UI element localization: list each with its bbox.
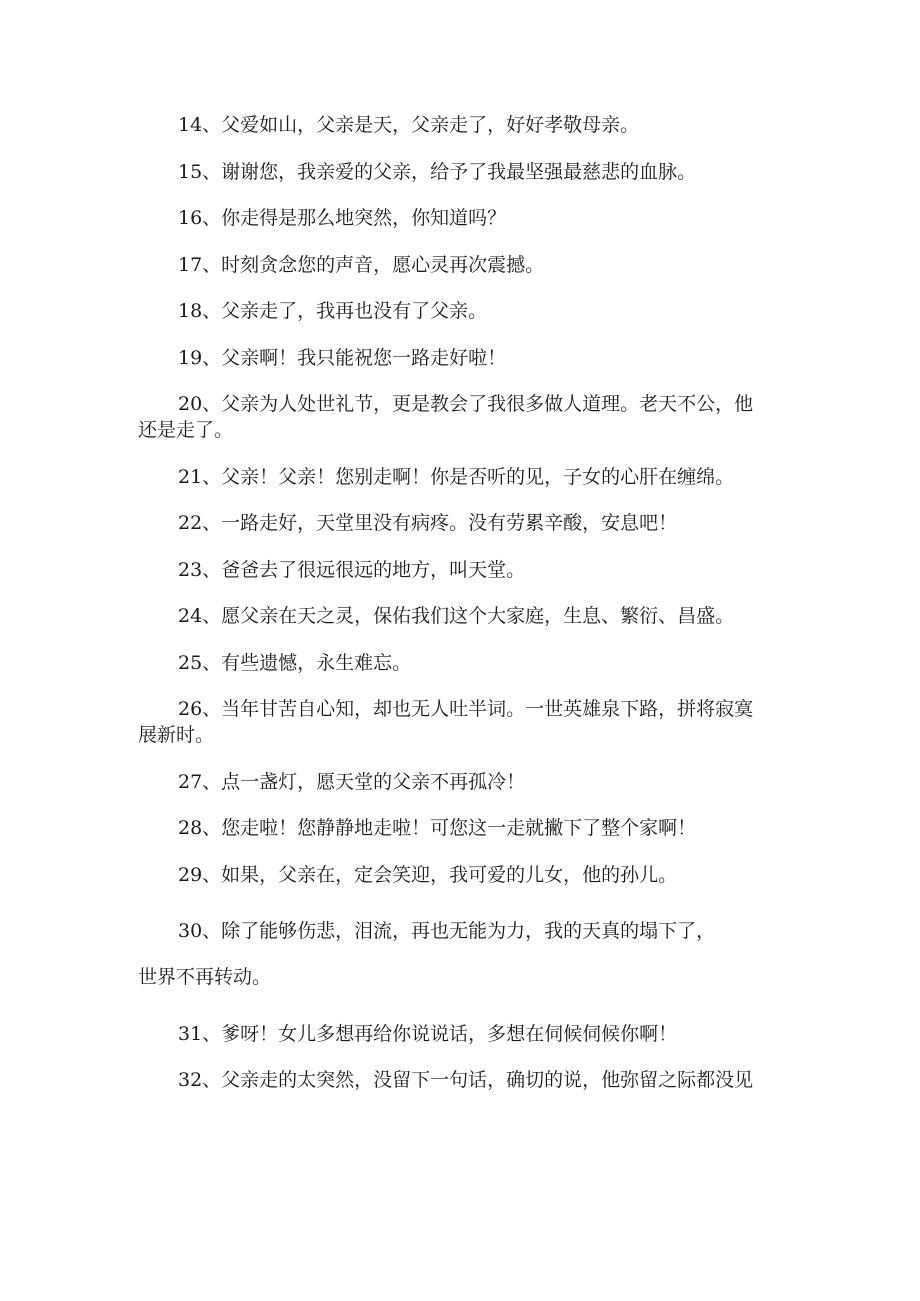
paragraph-19 (138, 345, 798, 371)
paragraph-continuation: 还是走了。 (138, 419, 234, 441)
paragraph-text: 30、除了能够伤悲，泪流，再也无能为力，我的天真的塌下了， (178, 920, 716, 942)
paragraph-continuation: 世界不再转动。 (138, 966, 272, 988)
paragraph-text: 26、当年甘苦自心知，却也无人吐半词。一世英雄泉下路，拼将寂寞 (178, 698, 754, 720)
paragraph-text: 18、父亲走了，我再也没有了父亲。 (178, 300, 488, 322)
paragraph-text: 28、您走啦！您静静地走啦！可您这一走就撇下了整个家啊！ (178, 817, 697, 839)
paragraph-20 (138, 391, 798, 443)
paragraph-27 (138, 769, 798, 795)
paragraph-17 (138, 252, 798, 278)
paragraph-32 (138, 1067, 798, 1093)
paragraph-14 (138, 112, 798, 138)
paragraph-23 (138, 557, 798, 583)
paragraph-25 (138, 650, 798, 676)
paragraph-text: 27、点一盏灯，愿天堂的父亲不再孤冷！ (178, 770, 526, 793)
paragraph-text: 15、谢谢您，我亲爱的父亲，给予了我最坚强最慈悲的血脉。 (178, 160, 697, 183)
paragraph-continuation: 展新时。 (138, 724, 215, 746)
paragraph-text: 32、父亲走的太突然，没留下一句话，确切的说，他弥留之际都没见 (178, 1069, 754, 1091)
paragraph-28 (138, 815, 798, 841)
paragraph-text: 24、愿父亲在天之灵，保佑我们这个大家庭，生息、繁衍、昌盛。 (178, 605, 735, 627)
paragraph-text: 31、爹呀！女儿多想再给你说说话，多想在伺候伺候你啊！ (178, 1022, 678, 1045)
paragraph-15 (138, 159, 798, 185)
paragraph-text: 21、父亲！父亲！您别走啊！你是否听的见，子女的心肝在缠绵。 (178, 465, 735, 488)
paragraph-text: 17、时刻贪念您的声音，愿心灵再次震撼。 (178, 253, 545, 276)
paragraph-16 (138, 205, 798, 231)
paragraph-text: 25、有些遗憾，永生难忘。 (178, 651, 412, 674)
paragraph-18 (138, 298, 798, 324)
paragraph-text: 29、如果，父亲在，定会笑迎，我可爱的儿女，他的孙儿。 (178, 863, 678, 886)
paragraph-26 (138, 696, 798, 748)
paragraph-29 (138, 862, 798, 888)
paragraph-text: 19、父亲啊！我只能祝您一路走好啦！ (178, 346, 507, 369)
paragraph-22 (138, 510, 798, 536)
paragraph-text: 22、一路走好，天堂里没有病疼。没有劳累辛酸，安息吧！ (178, 512, 678, 534)
paragraph-24 (138, 603, 798, 629)
paragraph-21 (138, 464, 798, 490)
paragraph-31 (138, 1021, 798, 1047)
paragraph-30 (138, 908, 798, 1000)
paragraph-text: 23、爸爸去了很远很远的地方，叫天堂。 (178, 558, 526, 581)
paragraph-text: 20、父亲为人处世礼节，更是教会了我很多做人道理。老天不公，他 (178, 393, 754, 415)
paragraph-text: 16、你走得是那么地突然，你知道吗？ (178, 207, 507, 229)
document-body (138, 112, 798, 1114)
paragraph-text: 14、父爱如山，父亲是天，父亲走了，好好孝敬母亲。 (178, 114, 640, 136)
